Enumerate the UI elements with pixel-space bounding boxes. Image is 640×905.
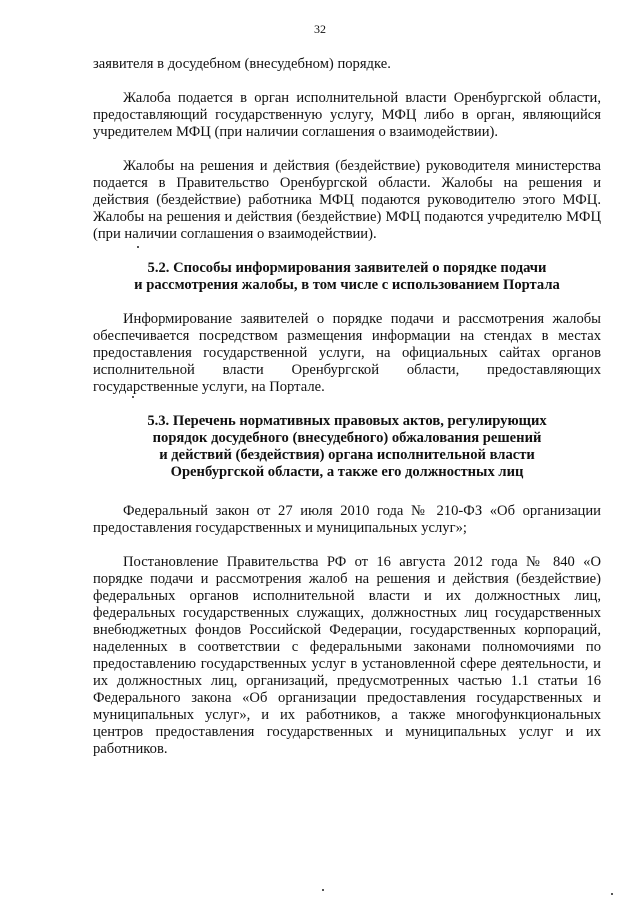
paragraph-government-resolution: Постановление Правительства РФ от 16 августа 2012 года № 840 «О порядке подачи и рассмотрения жалоб на решения и действия (бездействие) федеральных органов исполнительной власти и их должностных лиц, федеральных государственных служащих, должностных лиц государственных внебюджетных фондов Российской Федерации, государственных корпораций, наделенных в соответствии с федеральными законами полномочиями по предоставлению государственных услуг в установленной сфере деятельности, и их должностных лиц, организаций, предусмотренных частью 1.1 статьи 16 Федерального закона «Об организации предоставления государственных и муниципальных услуг», и их работников, а также многофункциональных центров предоставления государственных и муниципальных услуг и их работников. bbox=[93, 554, 601, 757]
heading-line: 5.2. Способы информирования заявителей о порядке подачи bbox=[147, 260, 547, 276]
heading-line: и рассмотрения жалобы, в том числе с использованием Портала bbox=[134, 277, 560, 293]
paragraph-complaint-submission: Жалоба подается в орган исполнительной власти Оренбургской области, предоставляющий государственную услугу, МФЦ либо в орган, являющийся учредителем МФЦ (при наличии соглашения о взаимодействии). bbox=[93, 90, 601, 140]
scan-speck bbox=[132, 396, 134, 398]
scan-speck bbox=[322, 889, 324, 891]
page-number: 32 bbox=[314, 22, 326, 36]
scan-speck bbox=[137, 246, 139, 248]
section-heading-5-3 bbox=[93, 413, 601, 481]
heading-line: и действий (бездействия) органа исполнительной власти bbox=[159, 447, 535, 463]
paragraph-federal-law: Федеральный закон от 27 июля 2010 года № 210-ФЗ «Об организации предоставления государственных и муниципальных услуг»; bbox=[93, 503, 601, 536]
heading-line: Оренбургской области, а также его должностных лиц bbox=[170, 464, 524, 480]
paragraph-complaint-addressees: Жалобы на решения и действия (бездействие) руководителя министерства подается в Правительство Оренбургской области. Жалобы на решения и действия (бездействие) работника МФЦ подаются руководителю этого МФЦ. Жалобы на решения и действия (бездействие) МФЦ подаются учредителю МФЦ (при наличии соглашения о взаимодействии). bbox=[93, 158, 601, 242]
section-heading-5-2 bbox=[93, 260, 601, 294]
paragraph-informing: Информирование заявителей о порядке подачи и рассмотрения жалобы обеспечивается посредством размещения информации на стендах в местах предоставления государственной услуги, на официальных сайтах органов исполнительной власти Оренбургской области, предоставляющих государственные услуги, на Портале. bbox=[93, 311, 601, 395]
document-body bbox=[93, 56, 601, 758]
heading-line: порядок досудебного (внесудебного) обжалования решений bbox=[152, 430, 542, 446]
scan-speck bbox=[611, 893, 613, 895]
heading-line: 5.3. Перечень нормативных правовых актов, регулирующих bbox=[147, 413, 547, 429]
paragraph-continuation: заявителя в досудебном (внесудебном) порядке. bbox=[93, 56, 391, 72]
